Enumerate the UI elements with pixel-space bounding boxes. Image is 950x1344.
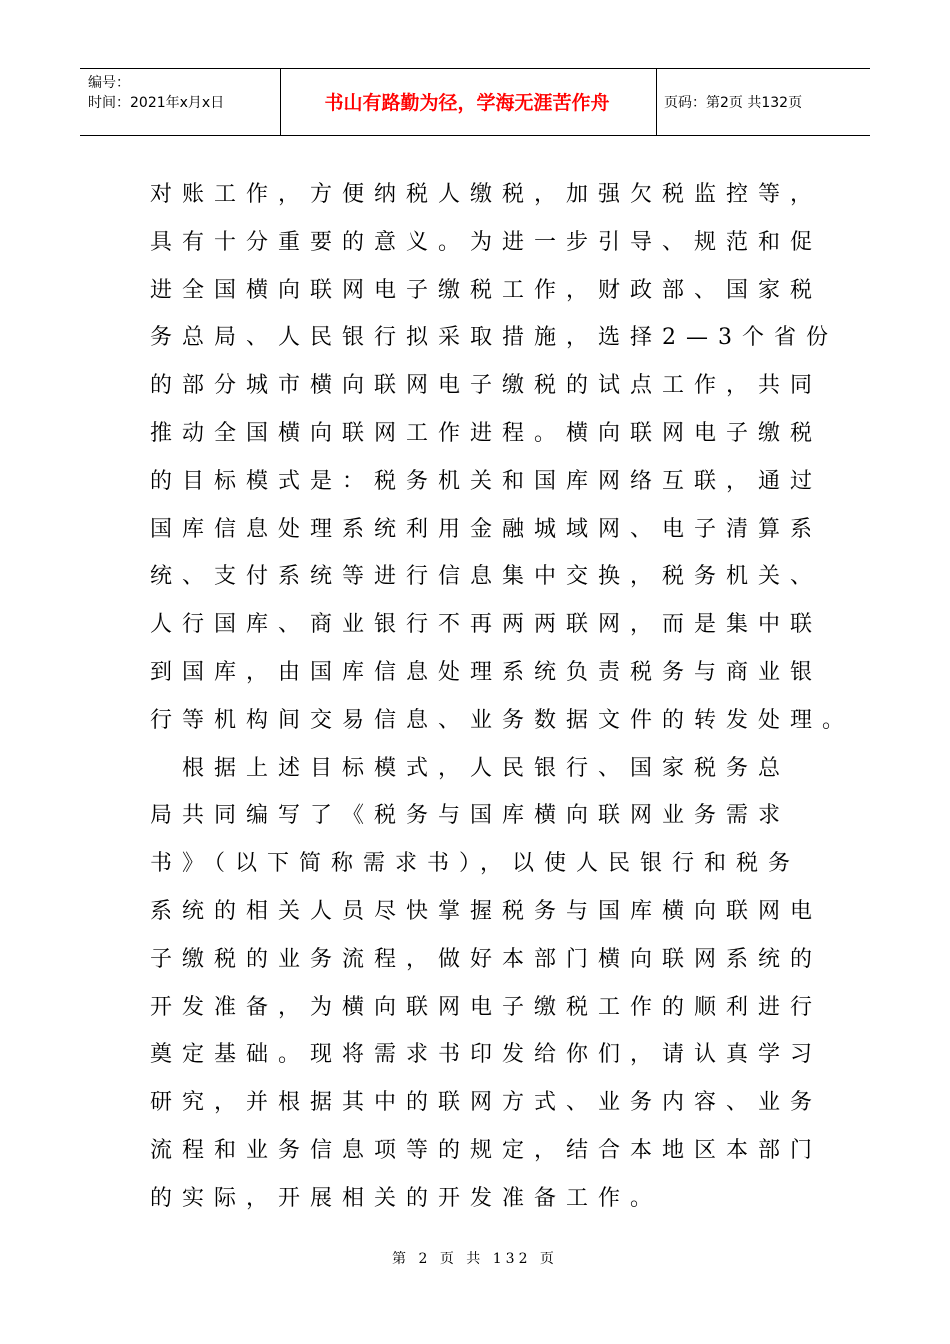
header-meta [88, 73, 278, 113]
body-line: 国库信息处理系统利用金融城域网、电子清算系 [150, 516, 823, 542]
header-page-info: 页码：第2页 共132页 [664, 95, 803, 111]
body-line: 子缴税的业务流程，做好本部门横向联网系统的 [150, 946, 823, 972]
body-line: 进全国横向联网电子缴税工作，财政部、国家税 [150, 277, 823, 303]
document-number-label: 编号： [88, 75, 130, 91]
body-line: 开发准备，为横向联网电子缴税工作的顺利进行 [150, 994, 823, 1020]
page-header [80, 68, 870, 136]
body-line: 系统的相关人员尽快掌握税务与国库横向联网电 [150, 898, 823, 924]
body-line: 书》（以下简称需求书），以使人民银行和税务 [150, 851, 801, 877]
body-line: 流程和业务信息项等的规定，结合本地区本部门 [150, 1137, 823, 1163]
header-divider-left [280, 69, 281, 135]
body-line: 局共同编写了《税务与国库横向联网业务需求 [150, 803, 791, 829]
body-line: 的实际，开展相关的开发准备工作。 [150, 1185, 663, 1211]
body-line: 的部分城市横向联网电子缴税的试点工作，共同 [150, 373, 823, 399]
document-date-label: 时间：2021年x月x日 [88, 95, 225, 111]
body-line: 根据上述目标模式，人民银行、国家税务总 [150, 755, 791, 781]
page-footer: 第 2 页 共 132 页 [392, 1251, 558, 1267]
body-line: 务总局、人民银行拟采取措施，选择2—3个省份 [150, 325, 838, 351]
body-line: 具有十分重要的意义。为进一步引导、规范和促 [150, 229, 823, 255]
body-line: 奠定基础。现将需求书印发给你们，请认真学习 [150, 1042, 823, 1068]
header-motto: 书山有路勤为径，学海无涯苦作舟 [324, 92, 610, 114]
body-line: 行等机构间交易信息、业务数据文件的转发处理。 [150, 707, 855, 733]
body-line: 研究，并根据其中的联网方式、业务内容、业务 [150, 1090, 823, 1116]
body-line: 的目标模式是：税务机关和国库网络互联，通过 [150, 468, 823, 494]
body-line: 推动全国横向联网工作进程。横向联网电子缴税 [150, 420, 823, 446]
body-line: 到国库，由国库信息处理系统负责税务与商业银 [150, 659, 823, 685]
header-divider-right [656, 69, 657, 135]
body-line: 对账工作，方便纳税人缴税，加强欠税监控等， [150, 182, 823, 207]
body-line: 人行国库、商业银行不再两两联网，而是集中联 [150, 612, 823, 638]
document-body [150, 171, 855, 1223]
body-line: 统、支付系统等进行信息集中交换，税务机关、 [150, 564, 823, 590]
